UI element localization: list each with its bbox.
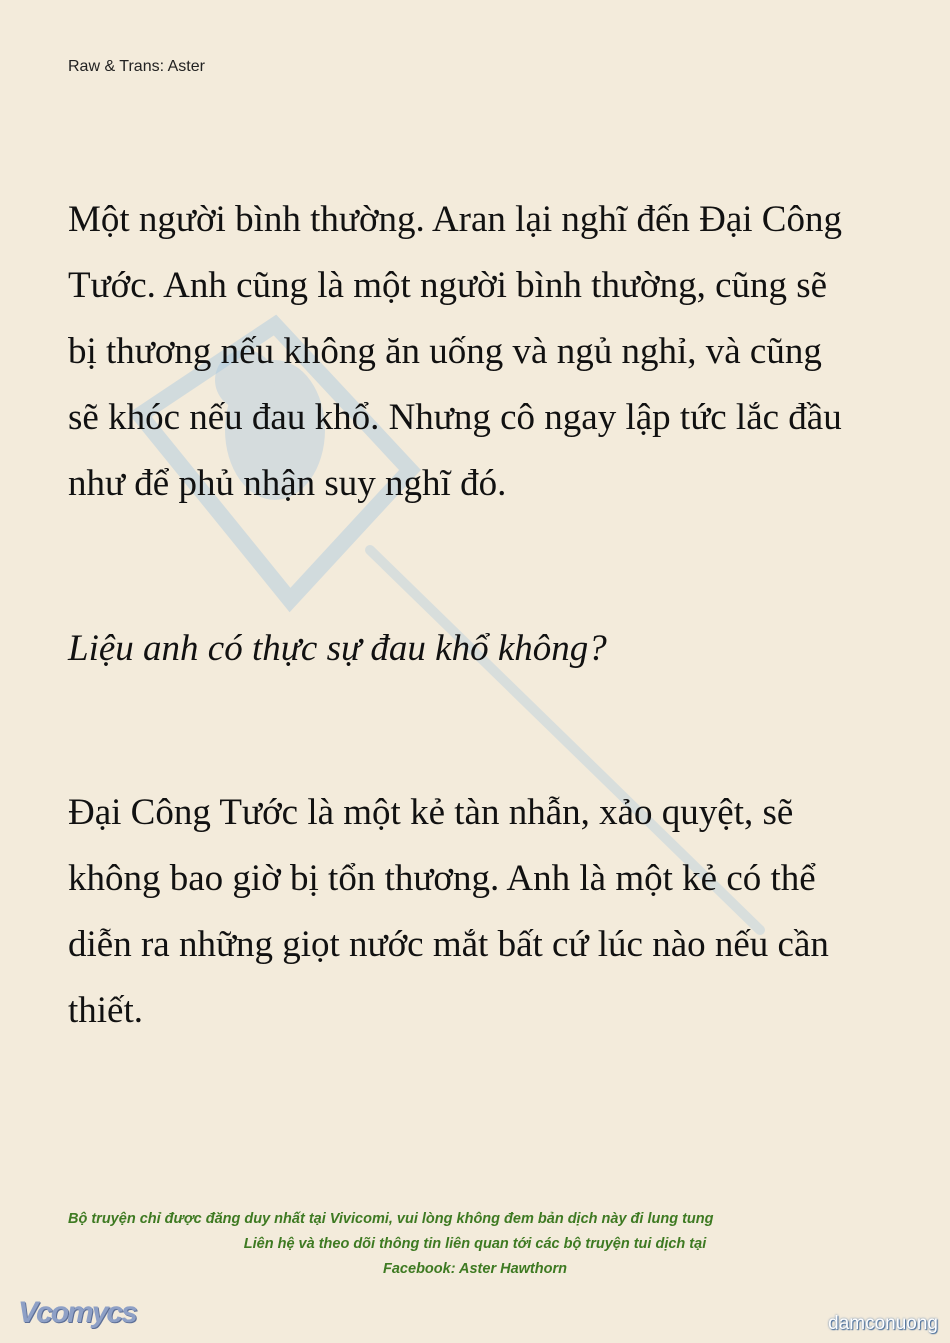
text-line: bị thương nếu không ăn uống và ngủ nghỉ, và cũng	[68, 331, 822, 372]
text-line: không bao giờ bị tổn thương. Anh là một kẻ có thể	[68, 858, 816, 899]
text-line: Đại Công Tước là một kẻ tàn nhẫn, xảo quyệt, sẽ	[68, 792, 794, 833]
damconuong-logo: damconuong	[828, 1313, 938, 1334]
text-line: sẽ khóc nếu đau khổ. Nhưng cô ngay lập tức lắc đầu	[68, 397, 842, 438]
footer-contact: Liên hệ và theo dõi thông tin liên quan tới các bộ truyện tui dịch tại	[243, 1236, 707, 1252]
footer-facebook: Facebook: Aster Hawthorn	[383, 1261, 567, 1277]
footer-notice: Bộ truyện chỉ được đăng duy nhất tại Vivicomi, vui lòng không đem bản dịch này đi lung tung	[68, 1211, 714, 1227]
text-line: như để phủ nhận suy nghĩ đó.	[68, 463, 507, 504]
paragraph-3	[68, 780, 829, 1044]
text-line: thiết.	[68, 990, 144, 1031]
text-line: Tước. Anh cũng là một người bình thường, cũng sẽ	[68, 265, 828, 306]
vcomycs-logo: Vcomycs	[18, 1296, 136, 1329]
text-line: diễn ra những giọt nước mắt bất cứ lúc nào nếu cần	[68, 924, 829, 965]
translator-credit: Raw & Trans: Aster	[68, 58, 205, 75]
text-line: Liệu anh có thực sự đau khổ không?	[68, 628, 607, 669]
text-line: Một người bình thường. Aran lại nghĩ đến Đại Công	[68, 199, 842, 240]
paragraph-1	[68, 187, 842, 517]
paragraph-2-italic	[68, 616, 607, 682]
